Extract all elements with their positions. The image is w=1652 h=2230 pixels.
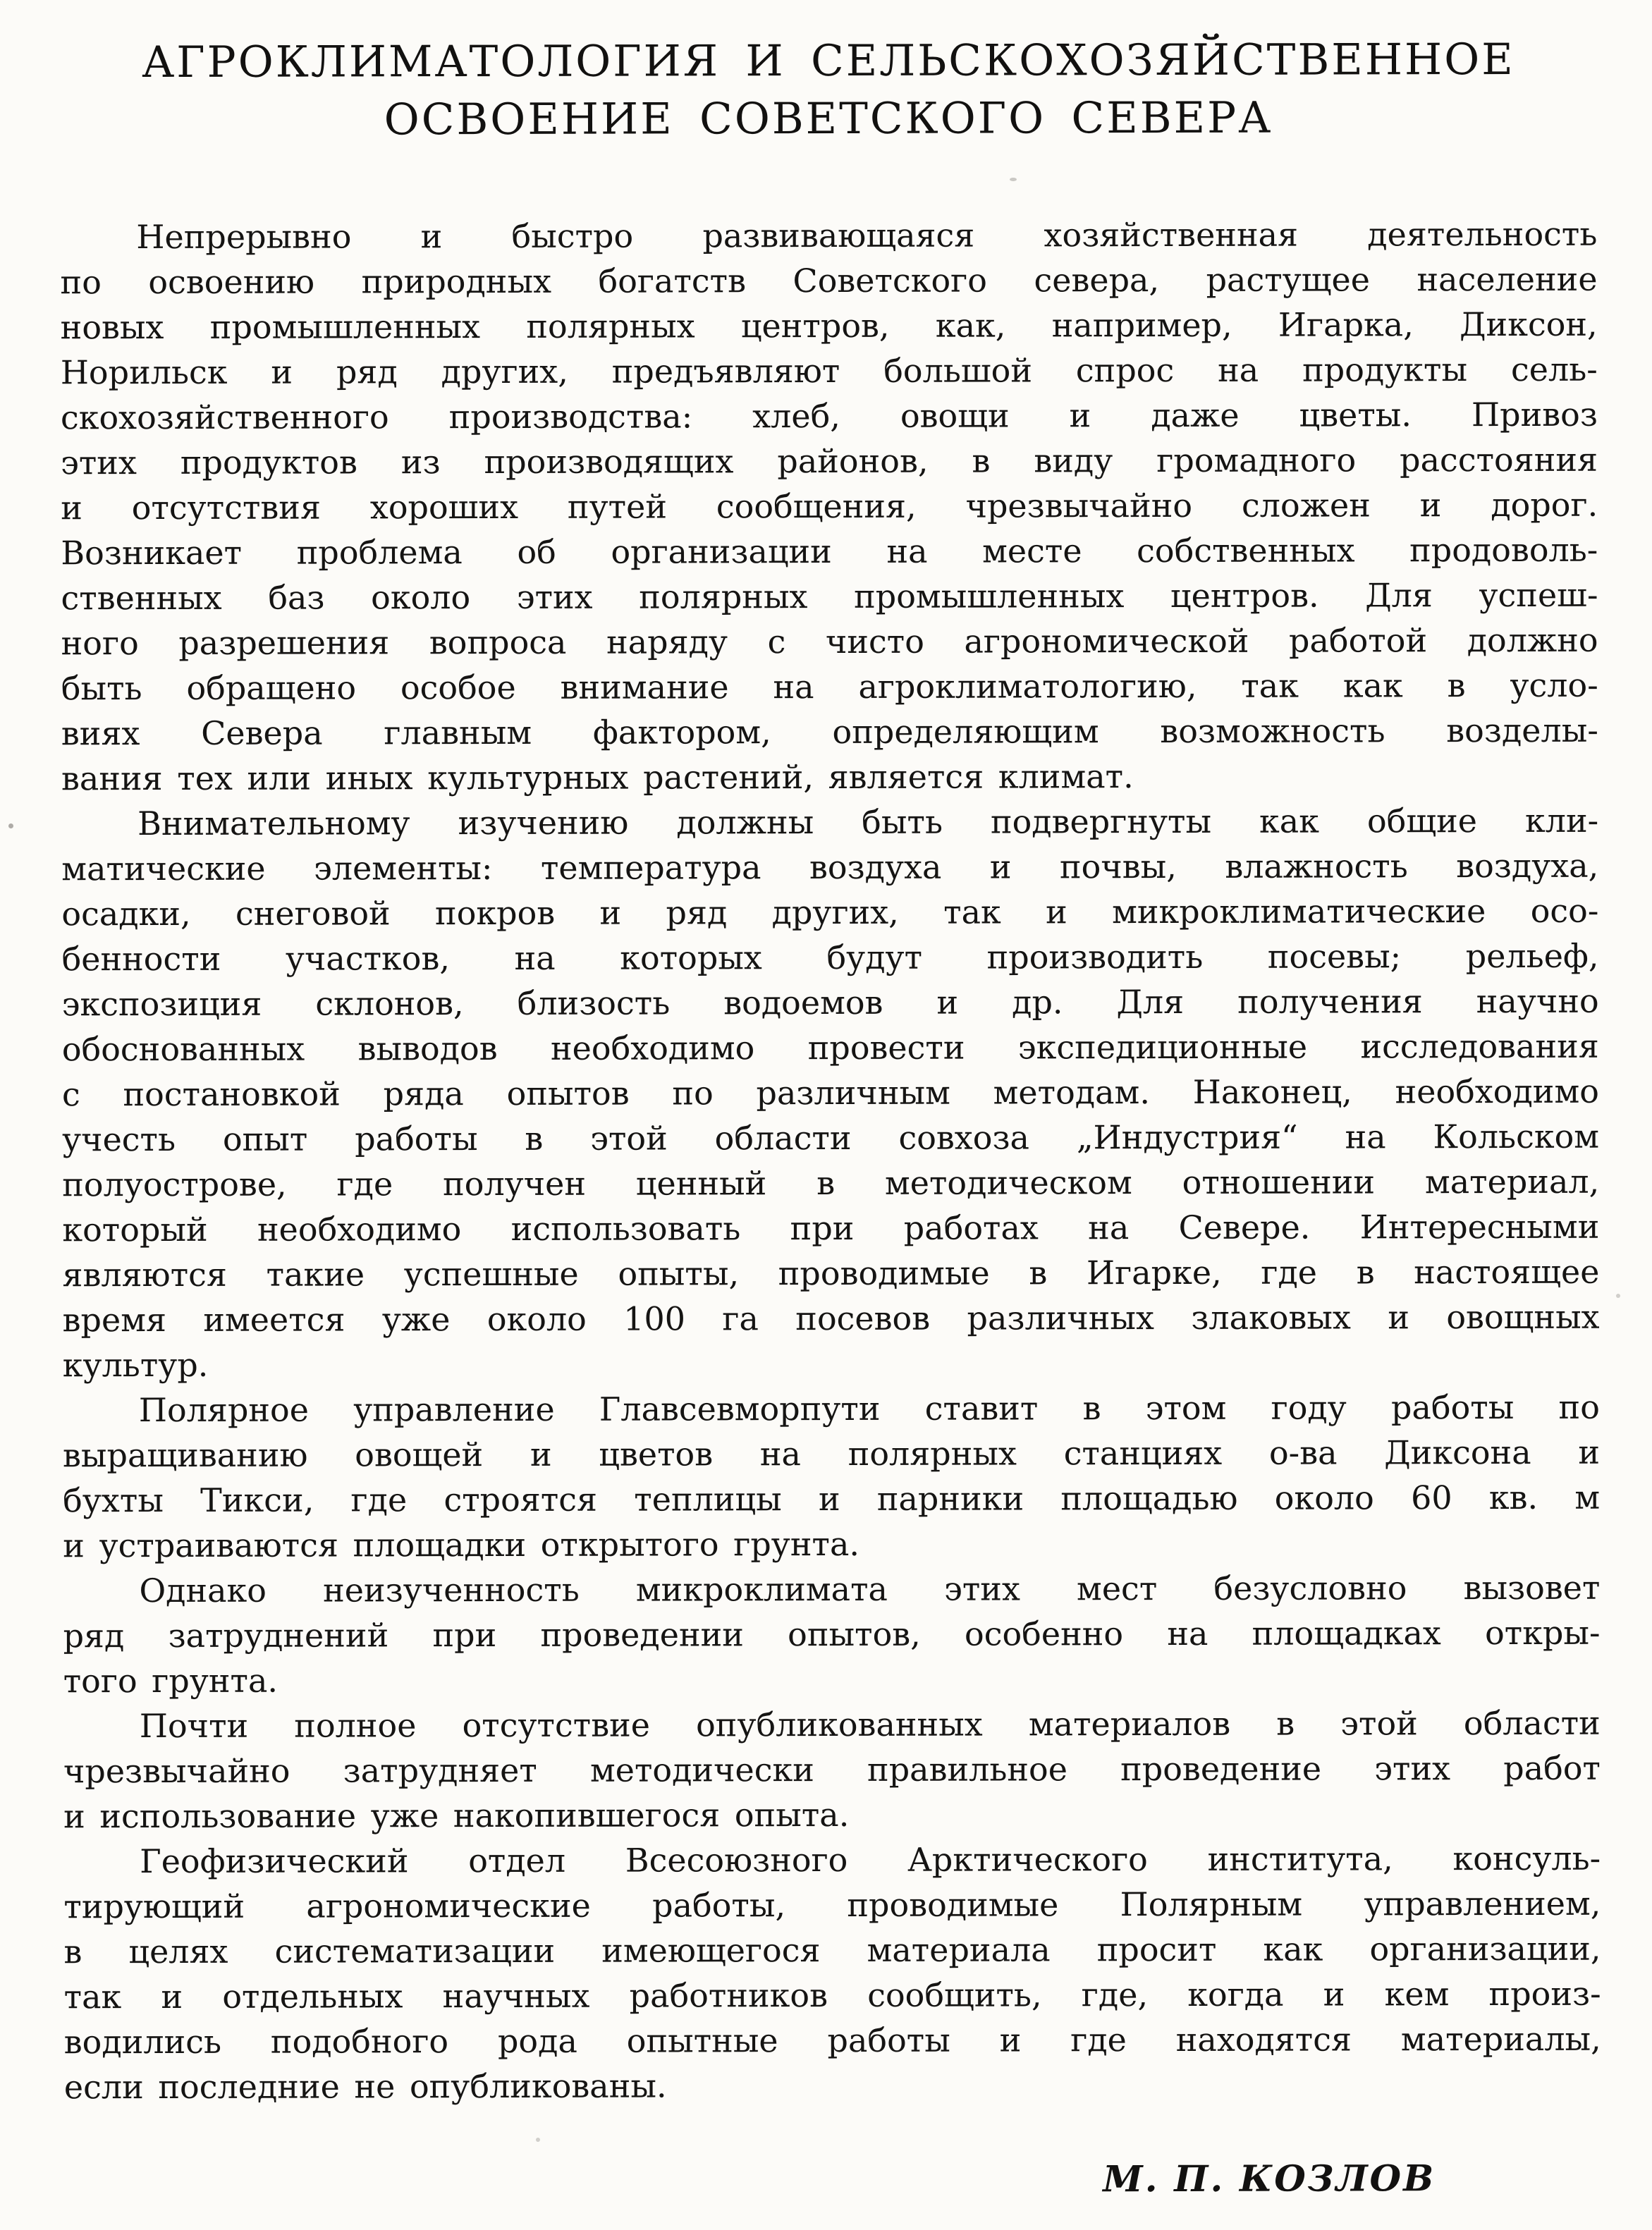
text-line: и использование уже накопившегося опыта.	[63, 1795, 850, 1836]
text-line: если последние не опубликованы.	[63, 2066, 667, 2107]
text-line: полуострове, где получен ценный в методическом отношении материал,	[62, 1162, 1600, 1204]
text-line: вания тех или иных культурных растений, является климат.	[61, 757, 1134, 798]
text-line: ряд затруднений при проведении опытов, особенно на площадках откры-	[63, 1613, 1601, 1655]
text-line: экспозиция склонов, близость водоемов и др. Для получения научно	[61, 981, 1599, 1024]
author-signature: М. П. КОЗЛОВ	[1103, 2157, 1436, 2201]
text-line: учесть опыт работы в этой области совхоза „Индустрия“ на Кольском	[62, 1117, 1600, 1159]
document-title	[60, 31, 1597, 150]
scan-speck	[1616, 1294, 1620, 1298]
text-line: в целях систематизации имеющегося материала просит как организации,	[63, 1929, 1601, 1971]
document-content	[60, 31, 1601, 2203]
text-line: этих продуктов из производящих районов, в виду громадного расстояния	[60, 440, 1598, 482]
title-line-1: АГРОКЛИМАТОЛОГИЯ И СЕЛЬСКОХОЗЯЙСТВЕННОЕ	[141, 34, 1515, 88]
text-line: ственных баз около этих полярных промышленных центров. Для успеш-	[61, 575, 1598, 618]
text-line: матические элементы: температура воздуха и почвы, влажность воздуха,	[61, 846, 1599, 888]
text-line: бухты Тикси, где строятся теплицы и парники площадью около 60 кв. м	[63, 1478, 1601, 1520]
text-line: с постановкой ряда опытов по различным методам. Наконец, необходимо	[61, 1072, 1599, 1114]
text-line: и устраиваются площадки открытого грунта.	[63, 1524, 860, 1565]
scan-speck	[8, 823, 13, 828]
text-line: Геофизический отдел Всесоюзного Арктического института, консуль-	[140, 1839, 1601, 1881]
document-body	[60, 212, 1601, 2110]
text-line: являются такие успешные опыты, проводимые в Игарке, где в настоящее	[62, 1252, 1600, 1294]
text-line: тирующий агрономические работы, проводимые Полярным управлением,	[63, 1884, 1601, 1926]
text-line: который необходимо использовать при работах на Севере. Интересными	[62, 1207, 1600, 1249]
text-line: осадки, снеговой покров и ряд других, так и микроклиматические осо-	[61, 891, 1599, 933]
text-line: Полярное управление Главсевморпути ставит в этом году работы по	[138, 1387, 1600, 1430]
text-line: Внимательному изучению должны быть подвергнуты как общие кли-	[137, 801, 1599, 843]
text-line: по освоению природных богатств Советского севера, растущее население	[60, 259, 1598, 302]
text-line: бенности участков, на которых будут производить посевы; рельеф,	[61, 936, 1599, 979]
text-line: время имеется уже около 100 га посевов различных злаковых и овощных	[62, 1297, 1600, 1340]
text-line: и отсутствия хороших путей сообщения, чрезвычайно сложен и дорог.	[61, 485, 1598, 527]
text-line: так и отдельных научных работников сообщить, где, когда и кем произ-	[63, 1974, 1601, 2016]
text-line: новых промышленных полярных центров, как, например, Игарка, Диксон,	[60, 305, 1598, 347]
text-line: водились подобного рода опытные работы и где находятся материалы,	[63, 2019, 1601, 2061]
text-line: обоснованных выводов необходимо провести экспедиционные исследования	[61, 1027, 1599, 1069]
text-line: виях Севера главным фактором, определяющим возможность возделы-	[61, 711, 1598, 753]
text-line: того грунта.	[63, 1661, 279, 1701]
text-line: скохозяйственного производства: хлеб, овощи и даже цветы. Привоз	[60, 395, 1598, 437]
text-line: Возникает проблема об организации на месте собственных продоволь-	[61, 530, 1598, 572]
text-line: выращиванию овощей и цветов на полярных станциях о-ва Диксона и	[62, 1433, 1601, 1475]
text-line: чрезвычайно затрудняет методически правильное проведение этих работ	[63, 1748, 1601, 1791]
text-line: Непрерывно и быстро развивающаяся хозяйственная деятельность	[136, 214, 1598, 257]
text-line: ного разрешения вопроса наряду с чисто агрономической работой должно	[61, 620, 1598, 663]
text-line: Норильск и ряд других, предъявляют большой спрос на продукты сель-	[60, 350, 1598, 392]
text-line: культур.	[62, 1345, 209, 1385]
title-line-2: ОСВОЕНИЕ СОВЕТСКОГО СЕВЕРА	[384, 92, 1273, 145]
text-line: Однако неизученность микроклимата этих мест безусловно вызовет	[139, 1568, 1601, 1610]
text-line: Почти полное отсутствие опубликованных материалов в этой области	[139, 1703, 1601, 1746]
text-line: быть обращено особое внимание на агроклиматологию, так как в усло-	[61, 666, 1598, 708]
